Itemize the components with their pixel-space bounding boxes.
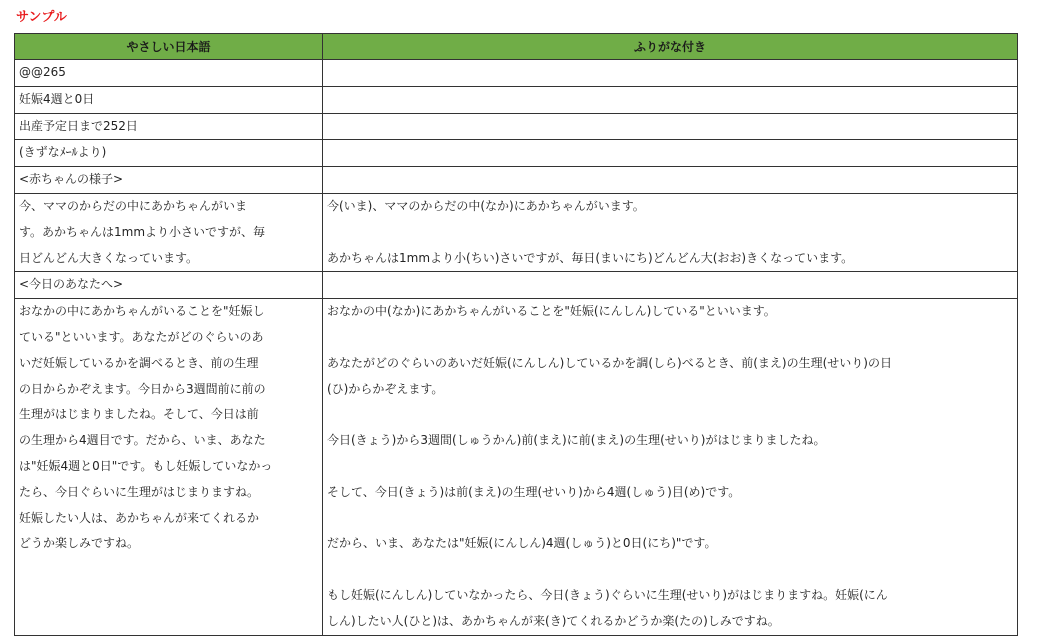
baby-easy-cell bbox=[15, 193, 323, 271]
table-row bbox=[15, 272, 1018, 299]
empty-cell bbox=[323, 113, 1018, 140]
baby-heading-cell: <赤ちゃんの様子> bbox=[15, 167, 323, 194]
baby-easy-lines bbox=[19, 194, 322, 271]
you-heading-cell: <今日のあなたへ> bbox=[15, 272, 323, 299]
text-line: の生理から4週目です。だから、いま、あなた bbox=[19, 433, 266, 448]
text-line: 日どんどん大きくなっています。 bbox=[19, 250, 199, 265]
text-line: 生理がはじまりましたね。そして、今日は前 bbox=[19, 407, 259, 422]
you-furigana-cell bbox=[323, 299, 1018, 635]
text-line: ている"といいます。あなたがどのぐらいのあ bbox=[19, 329, 264, 344]
text-line: 妊娠したい人は、あかちゃんが来てくれるか bbox=[19, 510, 260, 525]
text-line: たら、今日ぐらいに生理がはじまりますね。 bbox=[19, 484, 260, 499]
text-line: (ひ)からかぞえます。 bbox=[327, 381, 444, 396]
text-line bbox=[327, 402, 1017, 428]
text-line: 今(いま)、ママのからだの中(なか)にあかちゃんがいます。 bbox=[327, 198, 645, 213]
due-date-cell: 出産予定日まで252日 bbox=[15, 113, 323, 140]
text-line: しん)したい人(ひと)は、あかちゃんが来(き)てくれるかどうか楽(たの)しみですね。 bbox=[327, 613, 780, 628]
code-cell: @@265 bbox=[15, 60, 323, 87]
text-line: す。あかちゃんは1mmより小さいですが、毎 bbox=[19, 224, 266, 239]
table-row bbox=[15, 193, 1018, 271]
text-line: おなかの中にあかちゃんがいることを"妊娠し bbox=[19, 304, 265, 319]
text-line: そして、今日(きょう)は前(まえ)の生理(せいり)から4週(しゅう)目(め)です。 bbox=[327, 484, 741, 499]
source-cell: (きずなﾒｰﾙより) bbox=[15, 140, 323, 167]
empty-cell bbox=[323, 86, 1018, 113]
text-line: だから、いま、あなたは"妊娠(にんしん)4週(しゅう)と0日(にち)"です。 bbox=[327, 536, 717, 551]
you-furigana-lines bbox=[327, 299, 1017, 634]
text-line: いだ妊娠しているかを調べるとき、前の生理 bbox=[19, 355, 259, 370]
text-line bbox=[327, 506, 1017, 532]
text-line: 今日(きょう)から3週間(しゅうかん)前(まえ)に前(まえ)の生理(せいり)がはじまりましたね。 bbox=[327, 433, 826, 448]
text-line bbox=[19, 557, 322, 583]
baby-furigana-lines bbox=[327, 194, 1017, 271]
you-easy-lines bbox=[19, 299, 322, 609]
text-line bbox=[327, 454, 1017, 480]
empty-cell bbox=[323, 140, 1018, 167]
text-line: あかちゃんは1mmより小(ちい)さいですが、毎日(まいにち)どんどん大(おお)きくなっています。 bbox=[327, 250, 854, 265]
baby-furigana-cell bbox=[323, 193, 1018, 271]
table-row bbox=[15, 86, 1018, 113]
header-easy-japanese: やさしい日本語 bbox=[15, 34, 323, 60]
text-line: は"妊娠4週と0日"です。もし妊娠していなかっ bbox=[19, 458, 273, 473]
table-row bbox=[15, 113, 1018, 140]
content-table bbox=[14, 33, 1018, 636]
text-line: おなかの中(なか)にあかちゃんがいることを"妊娠(にんしん)している"といいます。 bbox=[327, 304, 776, 319]
empty-cell bbox=[323, 167, 1018, 194]
table-row bbox=[15, 299, 1018, 635]
empty-cell bbox=[323, 60, 1018, 87]
text-line bbox=[327, 557, 1017, 583]
text-line: どうか楽しみですね。 bbox=[19, 536, 140, 551]
header-furigana: ふりがな付き bbox=[323, 34, 1018, 60]
text-line: あなたがどのぐらいのあいだ妊娠(にんしん)しているかを調(しら)べるとき、前(まえ)の生理(せいり)の日 bbox=[327, 355, 892, 370]
table-row bbox=[15, 167, 1018, 194]
text-line bbox=[327, 220, 1017, 246]
header-row bbox=[15, 34, 1018, 60]
text-line bbox=[327, 325, 1017, 351]
weeks-cell: 妊娠4週と0日 bbox=[15, 86, 323, 113]
text-line: 今、ママのからだの中にあかちゃんがいま bbox=[19, 198, 248, 213]
empty-cell bbox=[323, 272, 1018, 299]
text-line bbox=[19, 583, 322, 609]
table-row bbox=[15, 60, 1018, 87]
table-row bbox=[15, 140, 1018, 167]
you-easy-cell bbox=[15, 299, 323, 635]
sample-label: サンプル bbox=[16, 10, 67, 25]
text-line: もし妊娠(にんしん)していなかったら、今日(きょう)ぐらいに生理(せいり)がはじまりますね。妊娠(にん bbox=[327, 587, 888, 602]
text-line: の日からかぞえます。今日から3週間前に前の bbox=[19, 381, 266, 396]
